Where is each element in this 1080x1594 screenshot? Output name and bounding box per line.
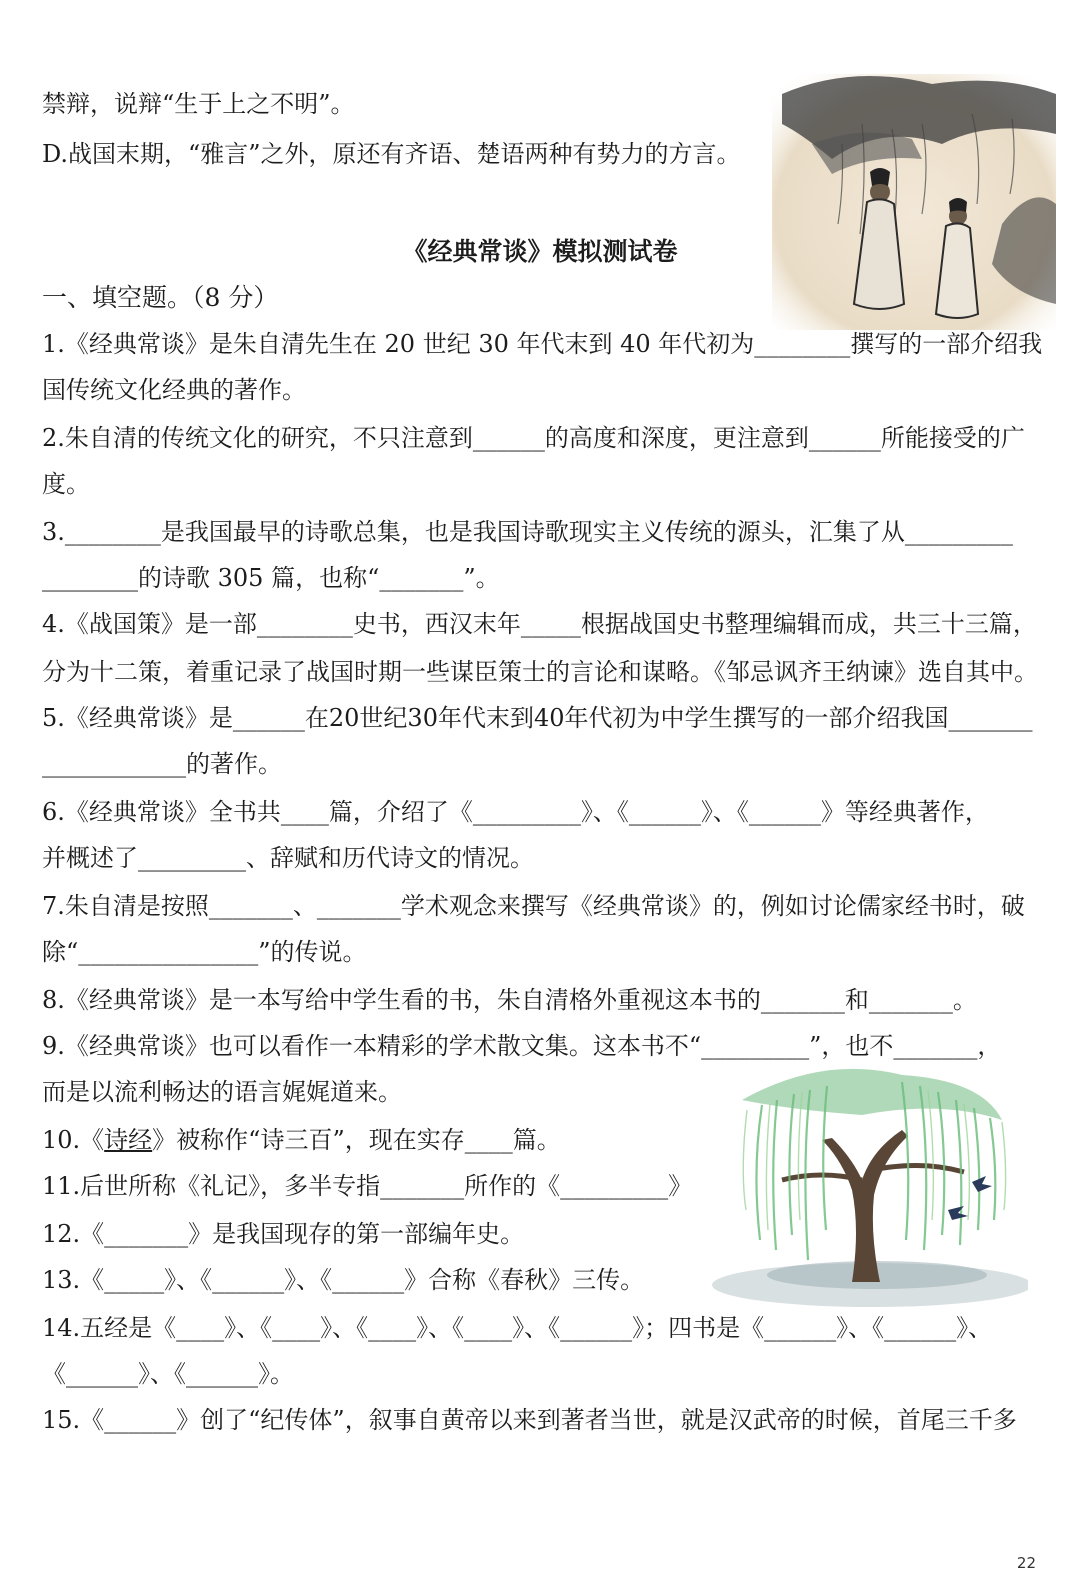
option-d-text: D.战国末期，“雅言”之外，原还有齐语、楚语两种有势力的方言。 bbox=[42, 140, 741, 168]
page-title: 《经典常谈》模拟测试卷 bbox=[402, 237, 678, 266]
question-2-line-2: 度。 bbox=[42, 470, 90, 498]
question-3-line-1: 3.________是我国最早的诗歌总集，也是我国诗歌现实主义传统的源头，汇集了从_________ bbox=[42, 518, 1013, 546]
question-9-line-2: 而是以流利畅达的语言娓娓道来。 bbox=[42, 1078, 402, 1106]
question-11: 11.后世所称《礼记》，多半专指_______所作的《_________》 bbox=[42, 1172, 693, 1200]
question-4-line-2: 分为十二策，着重记录了战国时期一些谋臣策士的言论和谋略。《邹忌讽齐王纳谏》选自其中。 bbox=[42, 658, 1038, 686]
question-12: 12.《_______》是我国现存的第一部编年史。 bbox=[42, 1220, 525, 1248]
question-5-line-1: 5.《经典常谈》是______在20世纪30年代末到40年代初为中学生撰写的一部介绍我国_______ bbox=[42, 704, 1033, 732]
book-title-shijing: 诗经 bbox=[104, 1126, 153, 1154]
question-1-line-2: 国传统文化经典的著作。 bbox=[42, 376, 306, 404]
question-14-line-2: 《______》、《______》。 bbox=[42, 1360, 294, 1388]
question-7-line-2: 除“_______________”的传说。 bbox=[42, 938, 367, 966]
question-14-line-1: 14.五经是《____》、《____》、《____》、《____》、《______》；四书是《______》、《______》、 bbox=[42, 1314, 993, 1342]
ink-painting-scholars-image bbox=[772, 64, 1056, 330]
question-3-line-2: ________的诗歌 305 篇，也称“_______”。 bbox=[42, 564, 500, 592]
question-8: 8.《经典常谈》是一本写给中学生看的书，朱自清格外重视这本书的_______和_______。 bbox=[42, 986, 977, 1014]
question-5-line-2: ____________的著作。 bbox=[42, 750, 282, 778]
section-heading: 一、填空题。（8 分） bbox=[42, 283, 279, 312]
question-4-line-1: 4.《战国策》是一部________史书，西汉末年_____根据战国史书整理编辑而成，共三十三篇， bbox=[42, 610, 1037, 638]
question-6-line-1: 6.《经典常谈》全书共____篇，介绍了《_________》、《______》、《______》等经典著作， bbox=[42, 798, 989, 826]
question-15-line-1: 15.《______》创了“纪传体”，叙事自黄帝以来到著者当世，就是汉武帝的时候，首尾三千多 bbox=[42, 1406, 1017, 1434]
question-1-line-1: 1.《经典常谈》是朱自清先生在 20 世纪 30 年代末到 40 年代初为________撰写的一部介绍我 bbox=[42, 330, 1043, 358]
willow-tree-image bbox=[702, 1060, 1028, 1310]
question-10 bbox=[42, 1124, 561, 1156]
question-10-suffix: 》被称作“诗三百”，现在实存____篇。 bbox=[152, 1126, 561, 1154]
page-number: 22 bbox=[1016, 1554, 1036, 1572]
prev-text-line-1: 禁辩，说辩“生于上之不明”。 bbox=[42, 90, 355, 118]
question-13: 13.《_____》、《______》、《______》合称《春秋》三传。 bbox=[42, 1266, 645, 1294]
question-6-line-2: 并概述了_________、辞赋和历代诗文的情况。 bbox=[42, 844, 534, 872]
question-2-line-1: 2.朱自清的传统文化的研究，不只注意到______的高度和深度，更注意到______所能接受的广 bbox=[42, 424, 1025, 452]
question-9-line-1: 9.《经典常谈》也可以看作一本精彩的学术散文集。这本书不“_________”，也不_______， bbox=[42, 1032, 1002, 1060]
question-10-prefix: 10.《 bbox=[42, 1126, 105, 1154]
question-7-line-1: 7.朱自清是按照_______、_______学术观念来撰写《经典常谈》的，例如讨论儒家经书时，破 bbox=[42, 892, 1025, 920]
